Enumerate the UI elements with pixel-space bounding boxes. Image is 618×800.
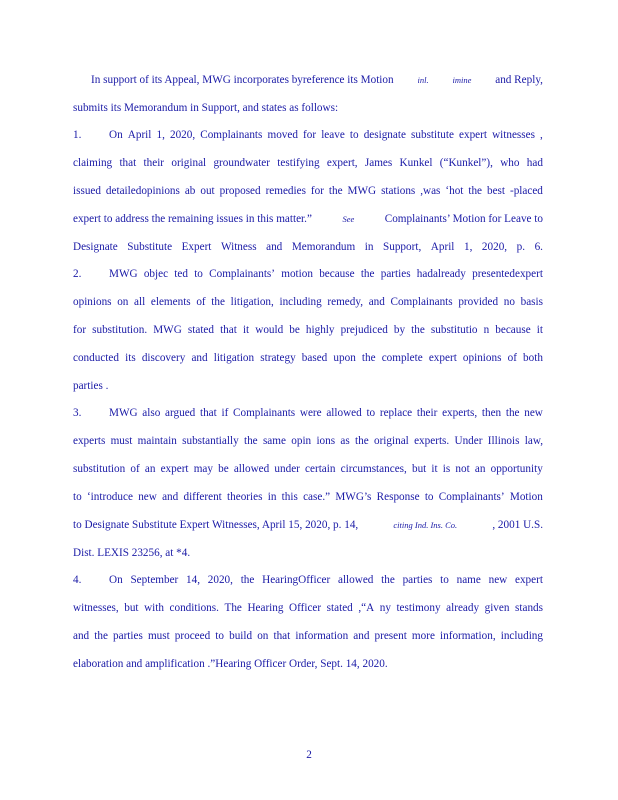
p4-line-1 [73,572,543,588]
intro-italic-inl: inl. [417,75,429,85]
p1-line-5 [73,239,543,255]
p3-line-5-end: , 2001 U.S. [492,519,543,531]
p3-number: 3. [73,407,82,419]
p2-line-3-text: for substitution. MWG stated that it would be highly prejudiced by the substitutio n because it [73,324,543,336]
p3-line-6 [73,545,543,561]
p2-number: 2. [73,268,82,280]
p4-line-1-text: On September 14, 2020, the HearingOfficer allowed the parties to name new expert [109,574,543,586]
p3-line-2-text: experts must maintain substantially the same opin ions as the original experts. Under Illinois law, [73,435,543,447]
p1-line-4-end: Complainants’ Motion for Leave to [384,213,543,225]
intro-line-1-text: In support of its Appeal, MWG incorporates byreference its Motion [91,74,394,86]
p2-line-4 [73,350,543,366]
p3-line-2 [73,433,543,449]
p3-line-6-text: Dist. LEXIS 23256, at *4. [73,547,191,559]
intro-line-1 [91,72,543,88]
p1-line-1-text: On April 1, 2020, Complainants moved for leave to designate substitute expert witnesses , [109,129,543,141]
p3-line-1 [73,405,543,421]
p4-line-2 [73,600,543,616]
p1-italic-see: See [342,214,355,224]
p4-line-4 [73,656,543,672]
p1-line-5-text: Designate Substitute Expert Witness and Memorandum in Support, April 1, 2020, p. 6. [73,241,543,253]
p2-line-5-text: parties . [73,380,109,392]
p2-line-3 [73,322,543,338]
p1-line-2-text: claiming that their original groundwater testifying expert, James Kunkel (“Kunkel”), who had [73,157,543,169]
p3-line-3 [73,461,543,477]
p1-line-3-text: issued detailedopinions ab out proposed remedies for the MWG stations ,was ‘hot the best -placed [73,185,543,197]
p4-line-3-text: and the parties must proceed to build on that information and present more information, including [73,630,543,642]
p4-line-3 [73,628,543,644]
p2-line-1 [73,266,543,282]
intro-line-1-end: and Reply, [495,74,543,86]
page-number: 2 [306,749,312,761]
p3-line-3-text: substitution of an expert may be allowed under certain circumstances, but it is not an opportunity [73,463,543,475]
p1-line-4-text: expert to address the remaining issues in this matter.” [73,213,312,225]
p3-line-5-text: to Designate Substitute Expert Witnesses, April 15, 2020, p. 14, [73,519,359,531]
intro-line-2 [73,100,543,116]
p3-line-5 [73,517,543,533]
p2-line-4-text: conducted its discovery and litigation strategy based upon the complete expert opinions of both [73,352,543,364]
p2-line-1-text: MWG objec ted to Complainants’ motion because the parties hadalready presentedexpert [109,268,543,280]
p2-line-5 [73,378,543,394]
p1-line-2 [73,155,543,171]
p1-line-3 [73,183,543,199]
p2-line-2-text: opinions on all elements of the litigation, including remedy, and Complainants provided no basis [73,296,543,308]
p3-italic-citation: citing Ind. Ins. Co. [393,520,458,530]
p4-line-2-text: witnesses, but with conditions. The Hearing Officer stated ,“A ny testimony already given stands [73,602,543,614]
p3-line-4-text: to ‘introduce new and different theories in this case.” MWG’s Response to Complainants’ Motion [73,491,543,503]
intro-line-2-text: submits its Memorandum in Support, and states as follows: [73,102,339,114]
p3-line-1-text: MWG also argued that if Complainants were allowed to replace their experts, then the new [109,407,543,419]
p1-line-1 [73,127,543,143]
p2-line-2 [73,294,543,310]
p1-line-4 [73,211,543,227]
p4-line-4-text: elaboration and amplification .”Hearing Officer Order, Sept. 14, 2020. [73,658,388,670]
p3-line-4 [73,489,543,505]
p4-number: 4. [73,574,82,586]
intro-italic-imine: imine [452,75,472,85]
p1-number: 1. [73,129,82,141]
